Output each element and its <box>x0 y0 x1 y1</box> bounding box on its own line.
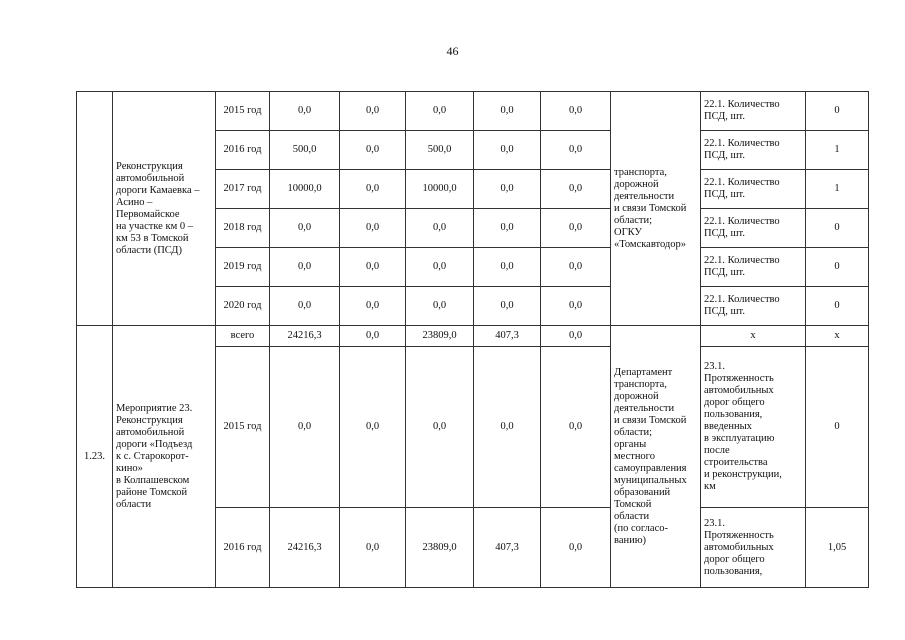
executor-cell: Департамент транспорта, дорожной деятельности и связи Томской области; органы местного самоуправления муниципальных образований Томской области (по согласо- ванию) <box>611 326 701 588</box>
year-cell: 2019 год <box>216 248 270 287</box>
row-number-cell <box>77 92 113 326</box>
local-cell: 407,3 <box>474 326 541 347</box>
total-cell: 0,0 <box>270 287 340 326</box>
federal-cell: 0,0 <box>340 170 406 209</box>
indicator-cell: 22.1. Количество ПСД, шт. <box>701 131 806 170</box>
year-cell: 2016 год <box>216 508 270 588</box>
federal-cell: 0,0 <box>340 287 406 326</box>
regional-cell: 0,0 <box>406 248 474 287</box>
extra-budget-cell: 0,0 <box>541 326 611 347</box>
indicator-value: 0 <box>806 209 869 248</box>
federal-cell: 0,0 <box>340 248 406 287</box>
indicator-value: 0 <box>806 347 869 508</box>
executor-cell: транспорта, дорожной деятельности и связи Томской области; ОГКУ «Томскавтодор» <box>611 92 701 326</box>
regional-cell: 0,0 <box>406 347 474 508</box>
local-cell: 0,0 <box>474 209 541 248</box>
total-cell: 24216,3 <box>270 508 340 588</box>
measure-name: Мероприятие 23. Реконструкция автомобильной дороги «Подъезд к с. Старокорот- кино» в Колпашевском районе Томской области <box>113 326 216 588</box>
federal-cell: 0,0 <box>340 92 406 131</box>
indicator-cell: 22.1. Количество ПСД, шт. <box>701 248 806 287</box>
local-cell: 0,0 <box>474 287 541 326</box>
regional-cell: 500,0 <box>406 131 474 170</box>
indicator-cell: 23.1. Протяженность автомобильных дорог общего пользования, <box>701 508 806 588</box>
local-cell: 0,0 <box>474 170 541 209</box>
total-cell: 500,0 <box>270 131 340 170</box>
regional-cell: 10000,0 <box>406 170 474 209</box>
federal-cell: 0,0 <box>340 326 406 347</box>
local-cell: 407,3 <box>474 508 541 588</box>
indicator-cell: 22.1. Количество ПСД, шт. <box>701 170 806 209</box>
local-cell: 0,0 <box>474 131 541 170</box>
total-cell: 0,0 <box>270 92 340 131</box>
total-cell: 0,0 <box>270 248 340 287</box>
table-row <box>77 92 869 131</box>
measure-name: Реконструкция автомобильной дороги Камаевка – Асино – Первомайское на участке км 0 – км 53 в Томской области (ПСД) <box>113 92 216 326</box>
regional-cell: 23809,0 <box>406 508 474 588</box>
indicator-value: 1 <box>806 170 869 209</box>
extra-budget-cell: 0,0 <box>541 287 611 326</box>
row-number-cell: 1.23. <box>77 326 113 588</box>
extra-budget-cell: 0,0 <box>541 209 611 248</box>
total-cell: 24216,3 <box>270 326 340 347</box>
extra-budget-cell: 0,0 <box>541 347 611 508</box>
indicator-cell: 22.1. Количество ПСД, шт. <box>701 209 806 248</box>
extra-budget-cell: 0,0 <box>541 131 611 170</box>
extra-budget-cell: 0,0 <box>541 508 611 588</box>
indicator-cell: 22.1. Количество ПСД, шт. <box>701 287 806 326</box>
indicator-value: 0 <box>806 92 869 131</box>
indicator-value: 1,05 <box>806 508 869 588</box>
indicator-value: 0 <box>806 287 869 326</box>
page-number: 46 <box>446 44 459 58</box>
year-cell: 2018 год <box>216 209 270 248</box>
extra-budget-cell: 0,0 <box>541 170 611 209</box>
program-table <box>76 91 869 588</box>
total-cell: 0,0 <box>270 347 340 508</box>
local-cell: 0,0 <box>474 347 541 508</box>
indicator-cell: х <box>701 326 806 347</box>
local-cell: 0,0 <box>474 248 541 287</box>
table-row <box>77 326 869 347</box>
indicator-cell: 23.1. Протяженность автомобильных дорог общего пользования, введенных в эксплуатацию после строительства и реконструкции, км <box>701 347 806 508</box>
indicator-value: 0 <box>806 248 869 287</box>
total-cell: 0,0 <box>270 209 340 248</box>
year-cell: 2016 год <box>216 131 270 170</box>
regional-cell: 0,0 <box>406 92 474 131</box>
regional-cell: 0,0 <box>406 209 474 248</box>
federal-cell: 0,0 <box>340 508 406 588</box>
year-cell: 2017 год <box>216 170 270 209</box>
year-cell: 2020 год <box>216 287 270 326</box>
extra-budget-cell: 0,0 <box>541 248 611 287</box>
year-cell: 2015 год <box>216 92 270 131</box>
regional-cell: 0,0 <box>406 287 474 326</box>
year-cell: всего <box>216 326 270 347</box>
federal-cell: 0,0 <box>340 131 406 170</box>
total-cell: 10000,0 <box>270 170 340 209</box>
year-cell: 2015 год <box>216 347 270 508</box>
federal-cell: 0,0 <box>340 347 406 508</box>
indicator-cell: 22.1. Количество ПСД, шт. <box>701 92 806 131</box>
indicator-value: х <box>806 326 869 347</box>
local-cell: 0,0 <box>474 92 541 131</box>
extra-budget-cell: 0,0 <box>541 92 611 131</box>
federal-cell: 0,0 <box>340 209 406 248</box>
indicator-value: 1 <box>806 131 869 170</box>
regional-cell: 23809,0 <box>406 326 474 347</box>
